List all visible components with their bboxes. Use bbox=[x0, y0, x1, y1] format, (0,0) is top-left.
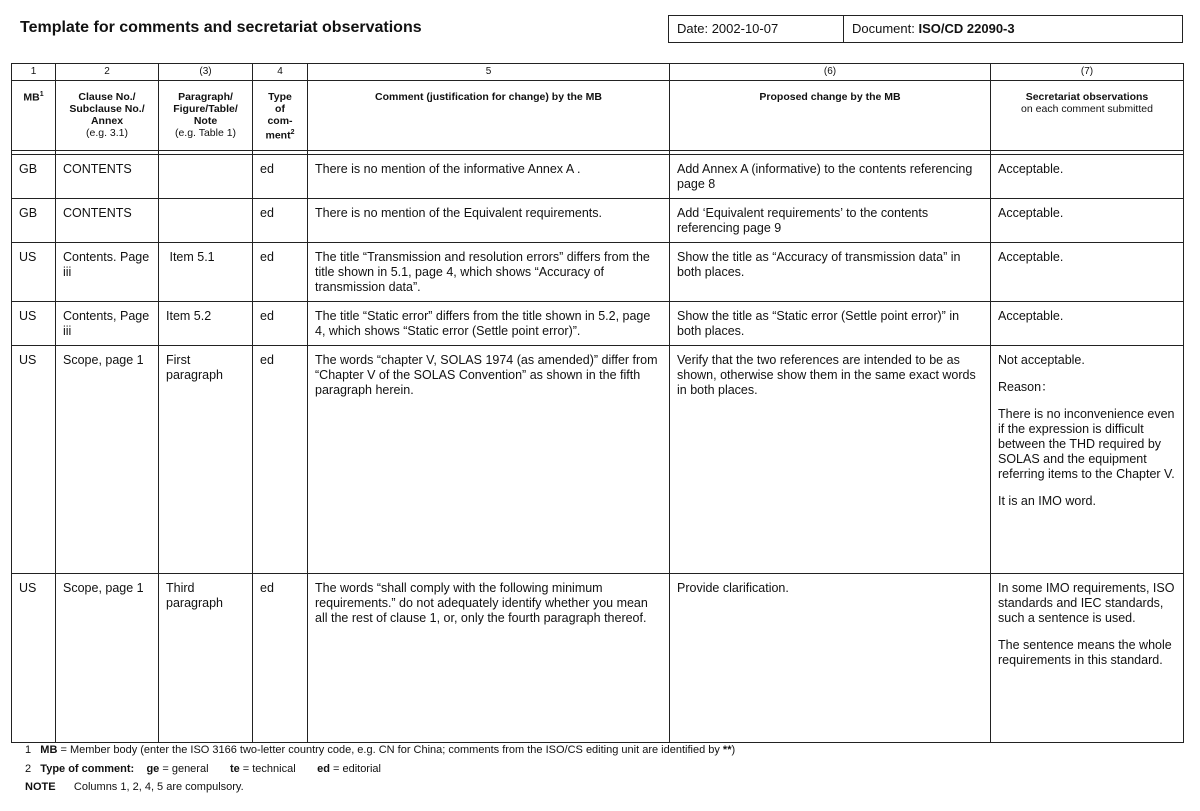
cell-paragraph: First paragraph bbox=[159, 346, 253, 574]
observation-text: Acceptable. bbox=[998, 309, 1064, 323]
cell-clause: Contents, Page iii bbox=[56, 302, 159, 346]
footnote-text-end: ) bbox=[731, 744, 736, 756]
header-paragraph bbox=[159, 81, 253, 151]
cell-type: ed bbox=[253, 302, 308, 346]
observation-text: Acceptable. bbox=[998, 250, 1064, 264]
footnote-term: Type of comment: bbox=[40, 763, 135, 775]
note bbox=[25, 781, 244, 793]
header-clause-line: Subclause No./ bbox=[69, 103, 145, 115]
table-row bbox=[12, 574, 1184, 743]
header-type-line bbox=[253, 127, 307, 142]
table-row bbox=[12, 199, 1184, 243]
cell-clause: Contents. Page iii bbox=[56, 243, 159, 302]
comments-table bbox=[11, 63, 1184, 743]
observation-text: Reason： bbox=[998, 380, 1054, 394]
cell-proposed: Show the title as “Accuracy of transmission data” in both places. bbox=[670, 243, 991, 302]
cell-type: ed bbox=[253, 155, 308, 199]
cell-type: ed bbox=[253, 346, 308, 574]
cell-clause: CONTENTS bbox=[56, 155, 159, 199]
footnote-ref: 1 bbox=[39, 91, 44, 98]
cell-mb: US bbox=[12, 243, 56, 302]
cell-clause: CONTENTS bbox=[56, 199, 159, 243]
header-clause-example: (e.g. 3.1) bbox=[85, 127, 129, 139]
date-value: 2002-10-07 bbox=[711, 21, 779, 36]
observation-text: The sentence means the whole requirements in this standard. bbox=[998, 638, 1172, 667]
footnote-1 bbox=[25, 744, 735, 756]
col-number: 4 bbox=[253, 64, 308, 81]
cell-paragraph: Item 5.2 bbox=[159, 302, 253, 346]
header-type-text: ment bbox=[265, 129, 291, 142]
document-label: Document: bbox=[852, 21, 915, 36]
note-text: Columns 1, 2, 4, 5 are compulsory. bbox=[73, 781, 244, 793]
table-row bbox=[12, 155, 1184, 199]
cell-observations bbox=[991, 243, 1184, 302]
comment-code: ed bbox=[317, 763, 330, 775]
header-comment: Comment (justification for change) by the MB bbox=[308, 81, 670, 151]
cell-paragraph bbox=[159, 155, 253, 199]
cell-observations bbox=[991, 346, 1184, 574]
cell-proposed: Add ‘Equivalent requirements’ to the contents referencing page 9 bbox=[670, 199, 991, 243]
cell-clause: Scope, page 1 bbox=[56, 574, 159, 743]
cell-proposed: Add Annex A (informative) to the contents referencing page 8 bbox=[670, 155, 991, 199]
header-para-line: Figure/Table/ bbox=[173, 103, 238, 115]
cell-proposed: Show the title as “Static error (Settle point error)” in both places. bbox=[670, 302, 991, 346]
cell-comment: The words “shall comply with the following minimum requirements.” do not adequately identify whether you mean all the rest of clause 1, or, only the fourth paragraph thereof. bbox=[308, 574, 670, 743]
cell-mb: GB bbox=[12, 199, 56, 243]
header-secretariat bbox=[991, 81, 1184, 151]
cell-observations bbox=[991, 574, 1184, 743]
footnote-number: 2 bbox=[25, 763, 32, 775]
observation-text: Acceptable. bbox=[998, 162, 1064, 176]
footnote-term: MB bbox=[40, 744, 58, 756]
document-box bbox=[843, 15, 1183, 43]
cell-proposed: Verify that the two references are intended to be as shown, otherwise show them in the same exact words in both places. bbox=[670, 346, 991, 574]
cell-comment: There is no mention of the Equivalent requirements. bbox=[308, 199, 670, 243]
cell-paragraph: Third paragraph bbox=[159, 574, 253, 743]
date-box bbox=[668, 15, 844, 43]
cell-type: ed bbox=[253, 574, 308, 743]
header-proposed: Proposed change by the MB bbox=[670, 81, 991, 151]
observation-text: It is an IMO word. bbox=[998, 494, 1096, 508]
col-number: 1 bbox=[12, 64, 56, 81]
column-number-row bbox=[12, 64, 1184, 81]
header-clause-line: Clause No./ bbox=[78, 91, 136, 103]
col-number: (7) bbox=[991, 64, 1184, 81]
header-type-line: Type bbox=[268, 91, 292, 103]
header-mb-text: MB bbox=[23, 91, 40, 104]
cell-paragraph: Item 5.1 bbox=[159, 243, 253, 302]
cell-clause: Scope, page 1 bbox=[56, 346, 159, 574]
table-row bbox=[12, 346, 1184, 574]
cell-proposed: Provide clarification. bbox=[670, 574, 991, 743]
cell-type: ed bbox=[253, 199, 308, 243]
header-clause bbox=[56, 81, 159, 151]
cell-mb: US bbox=[12, 302, 56, 346]
header-mb bbox=[12, 81, 56, 151]
col-number: 2 bbox=[56, 64, 159, 81]
comment-code: te bbox=[229, 763, 240, 775]
table-row bbox=[12, 243, 1184, 302]
footnote-stars: ** bbox=[722, 744, 732, 756]
observation-text: In some IMO requirements, ISO standards and IEC standards, such a sentence is used. bbox=[998, 581, 1175, 625]
header-type-line: com- bbox=[267, 115, 293, 127]
observation-text: Not acceptable. bbox=[998, 353, 1085, 367]
header-clause-line: Annex bbox=[90, 115, 124, 127]
note-label: NOTE bbox=[25, 781, 56, 793]
cell-type: ed bbox=[253, 243, 308, 302]
cell-mb: US bbox=[12, 346, 56, 574]
col-number: (6) bbox=[670, 64, 991, 81]
cell-comment: The words “chapter V, SOLAS 1974 (as amended)” differ from “Chapter V of the SOLAS Convention” as shown in the fifth paragraph herein. bbox=[308, 346, 670, 574]
header-para-line: Note bbox=[193, 115, 218, 127]
cell-observations bbox=[991, 302, 1184, 346]
cell-mb: GB bbox=[12, 155, 56, 199]
cell-mb: US bbox=[12, 574, 56, 743]
footnote-number: 1 bbox=[25, 744, 32, 756]
column-header-row bbox=[12, 81, 1184, 151]
cell-paragraph bbox=[159, 199, 253, 243]
footnote-2 bbox=[25, 763, 381, 775]
comment-code-text: = editorial bbox=[329, 763, 381, 775]
table-row bbox=[12, 302, 1184, 346]
footnote-ref: 2 bbox=[290, 129, 295, 136]
document-value: ISO/CD 22090-3 bbox=[918, 21, 1015, 36]
cell-comment: The title “Transmission and resolution errors” differs from the title shown in 5.1, page 4, which shows “Accuracy of transmission data”. bbox=[308, 243, 670, 302]
col-number: 5 bbox=[308, 64, 670, 81]
observation-text: There is no inconvenience even if the expression is difficult between the THD required by SOLAS and the equipment referring items to the Chapter V. bbox=[998, 407, 1175, 481]
col-number: (3) bbox=[159, 64, 253, 81]
header-type-line: of bbox=[275, 103, 285, 115]
comment-code-text: = general bbox=[159, 763, 209, 775]
header-type bbox=[253, 81, 308, 151]
header-secretariat-title: Secretariat observations bbox=[1025, 91, 1149, 103]
cell-comment: The title “Static error” differs from the title shown in 5.2, page 4, which shows “Static error (Settle point error)”. bbox=[308, 302, 670, 346]
header-secretariat-sub: on each comment submitted bbox=[1021, 103, 1153, 115]
date-label: Date: bbox=[677, 21, 709, 36]
cell-comment: There is no mention of the informative Annex A . bbox=[308, 155, 670, 199]
cell-observations bbox=[991, 199, 1184, 243]
comment-code-text: = technical bbox=[239, 763, 296, 775]
footnote-text: = Member body (enter the ISO 3166 two-letter country code, e.g. CN for China; comments from the ISO/CS editing unit are identified by bbox=[57, 744, 723, 756]
comment-code: ge bbox=[146, 763, 160, 775]
header-para-example: (e.g. Table 1) bbox=[174, 127, 237, 139]
document-title: Template for comments and secretariat observations bbox=[20, 19, 422, 36]
observation-text: Acceptable. bbox=[998, 206, 1064, 220]
header-para-line: Paragraph/ bbox=[178, 91, 233, 103]
cell-observations bbox=[991, 155, 1184, 199]
